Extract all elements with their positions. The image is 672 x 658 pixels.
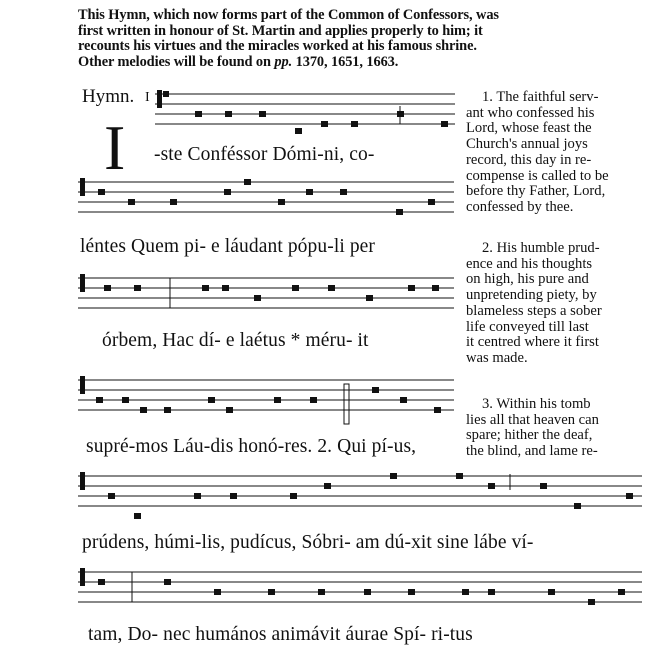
translation-line: record, this day in re- bbox=[466, 151, 592, 168]
drop-capital: I bbox=[104, 112, 126, 183]
hymn-label: Hymn. bbox=[82, 86, 135, 107]
translation-line: ence and his thoughts bbox=[466, 255, 593, 272]
intro-pp: pp. bbox=[274, 53, 293, 70]
lyric-line: tam, Do- nec humános animávit áurae Spí- ri-tus bbox=[88, 624, 473, 645]
music-staff-3 bbox=[78, 268, 458, 324]
intro-line: This Hymn, which now forms part of the Common of Confessors, was bbox=[78, 7, 499, 23]
intro-line: first written in honour of St. Martin and applies properly to him; it bbox=[78, 22, 483, 39]
music-staff-1 bbox=[155, 84, 457, 140]
translation-line: before thy Father, Lord, bbox=[466, 183, 606, 200]
translation-verse-3 bbox=[466, 397, 644, 460]
translation-line: blameless steps a sober bbox=[466, 302, 602, 319]
translation-line: Church's annual joys bbox=[466, 136, 588, 153]
lyric-line: léntes Quem pi- e láudant pópu-li per bbox=[80, 236, 376, 257]
translation-line: confessed by thee. bbox=[466, 198, 574, 215]
intro-text: Other melodies will be found on bbox=[78, 53, 275, 70]
lyric-line: órbem, Hac dí- e laétus * méru- it bbox=[102, 330, 369, 351]
translation-line: ant who confessed his bbox=[466, 104, 595, 121]
music-staff-2 bbox=[78, 172, 458, 228]
intro-line-last bbox=[78, 55, 644, 71]
translation-verse-1 bbox=[466, 90, 644, 216]
hymn-number: I bbox=[145, 90, 150, 105]
translation-line: life conveyed till last bbox=[466, 318, 589, 335]
music-staff-4 bbox=[78, 370, 458, 432]
music-staff-5 bbox=[78, 466, 644, 526]
translation-line: compense is called to be bbox=[466, 167, 609, 184]
translation-line: the blind, and lame re- bbox=[466, 443, 598, 460]
translation-line: it centred where it first bbox=[466, 334, 599, 351]
translation-line: 2. His humble prud- bbox=[482, 240, 600, 256]
translation-line: Lord, whose feast the bbox=[466, 120, 592, 137]
intro-text: 1370, 1651, 1663. bbox=[292, 53, 399, 70]
translation-line: was made. bbox=[466, 349, 528, 366]
translation-line: unpretending piety, by bbox=[466, 287, 597, 304]
lyric-line: prúdens, húmi-lis, pudícus, Sóbri- am dú-xit sine lábe ví- bbox=[82, 532, 534, 553]
lyric-line: -ste Conféssor Dómi-ni, co- bbox=[154, 144, 375, 165]
translation-verse-2 bbox=[466, 241, 644, 367]
translation-line: 1. The faithful serv- bbox=[482, 89, 599, 105]
translation-line: lies all that heaven can bbox=[466, 411, 599, 428]
translation-line: spare; hither the deaf, bbox=[466, 427, 593, 444]
intro-line: recounts his virtues and the miracles worked at his famous shrine. bbox=[78, 38, 477, 54]
lyric-line: supré-mos Láu-dis honó-res. 2. Qui pí-us, bbox=[86, 436, 417, 457]
music-staff-6 bbox=[78, 562, 644, 622]
intro-paragraph bbox=[78, 8, 644, 70]
translation-line: on high, his pure and bbox=[466, 271, 589, 288]
translation-line: 3. Within his tomb bbox=[482, 396, 591, 412]
